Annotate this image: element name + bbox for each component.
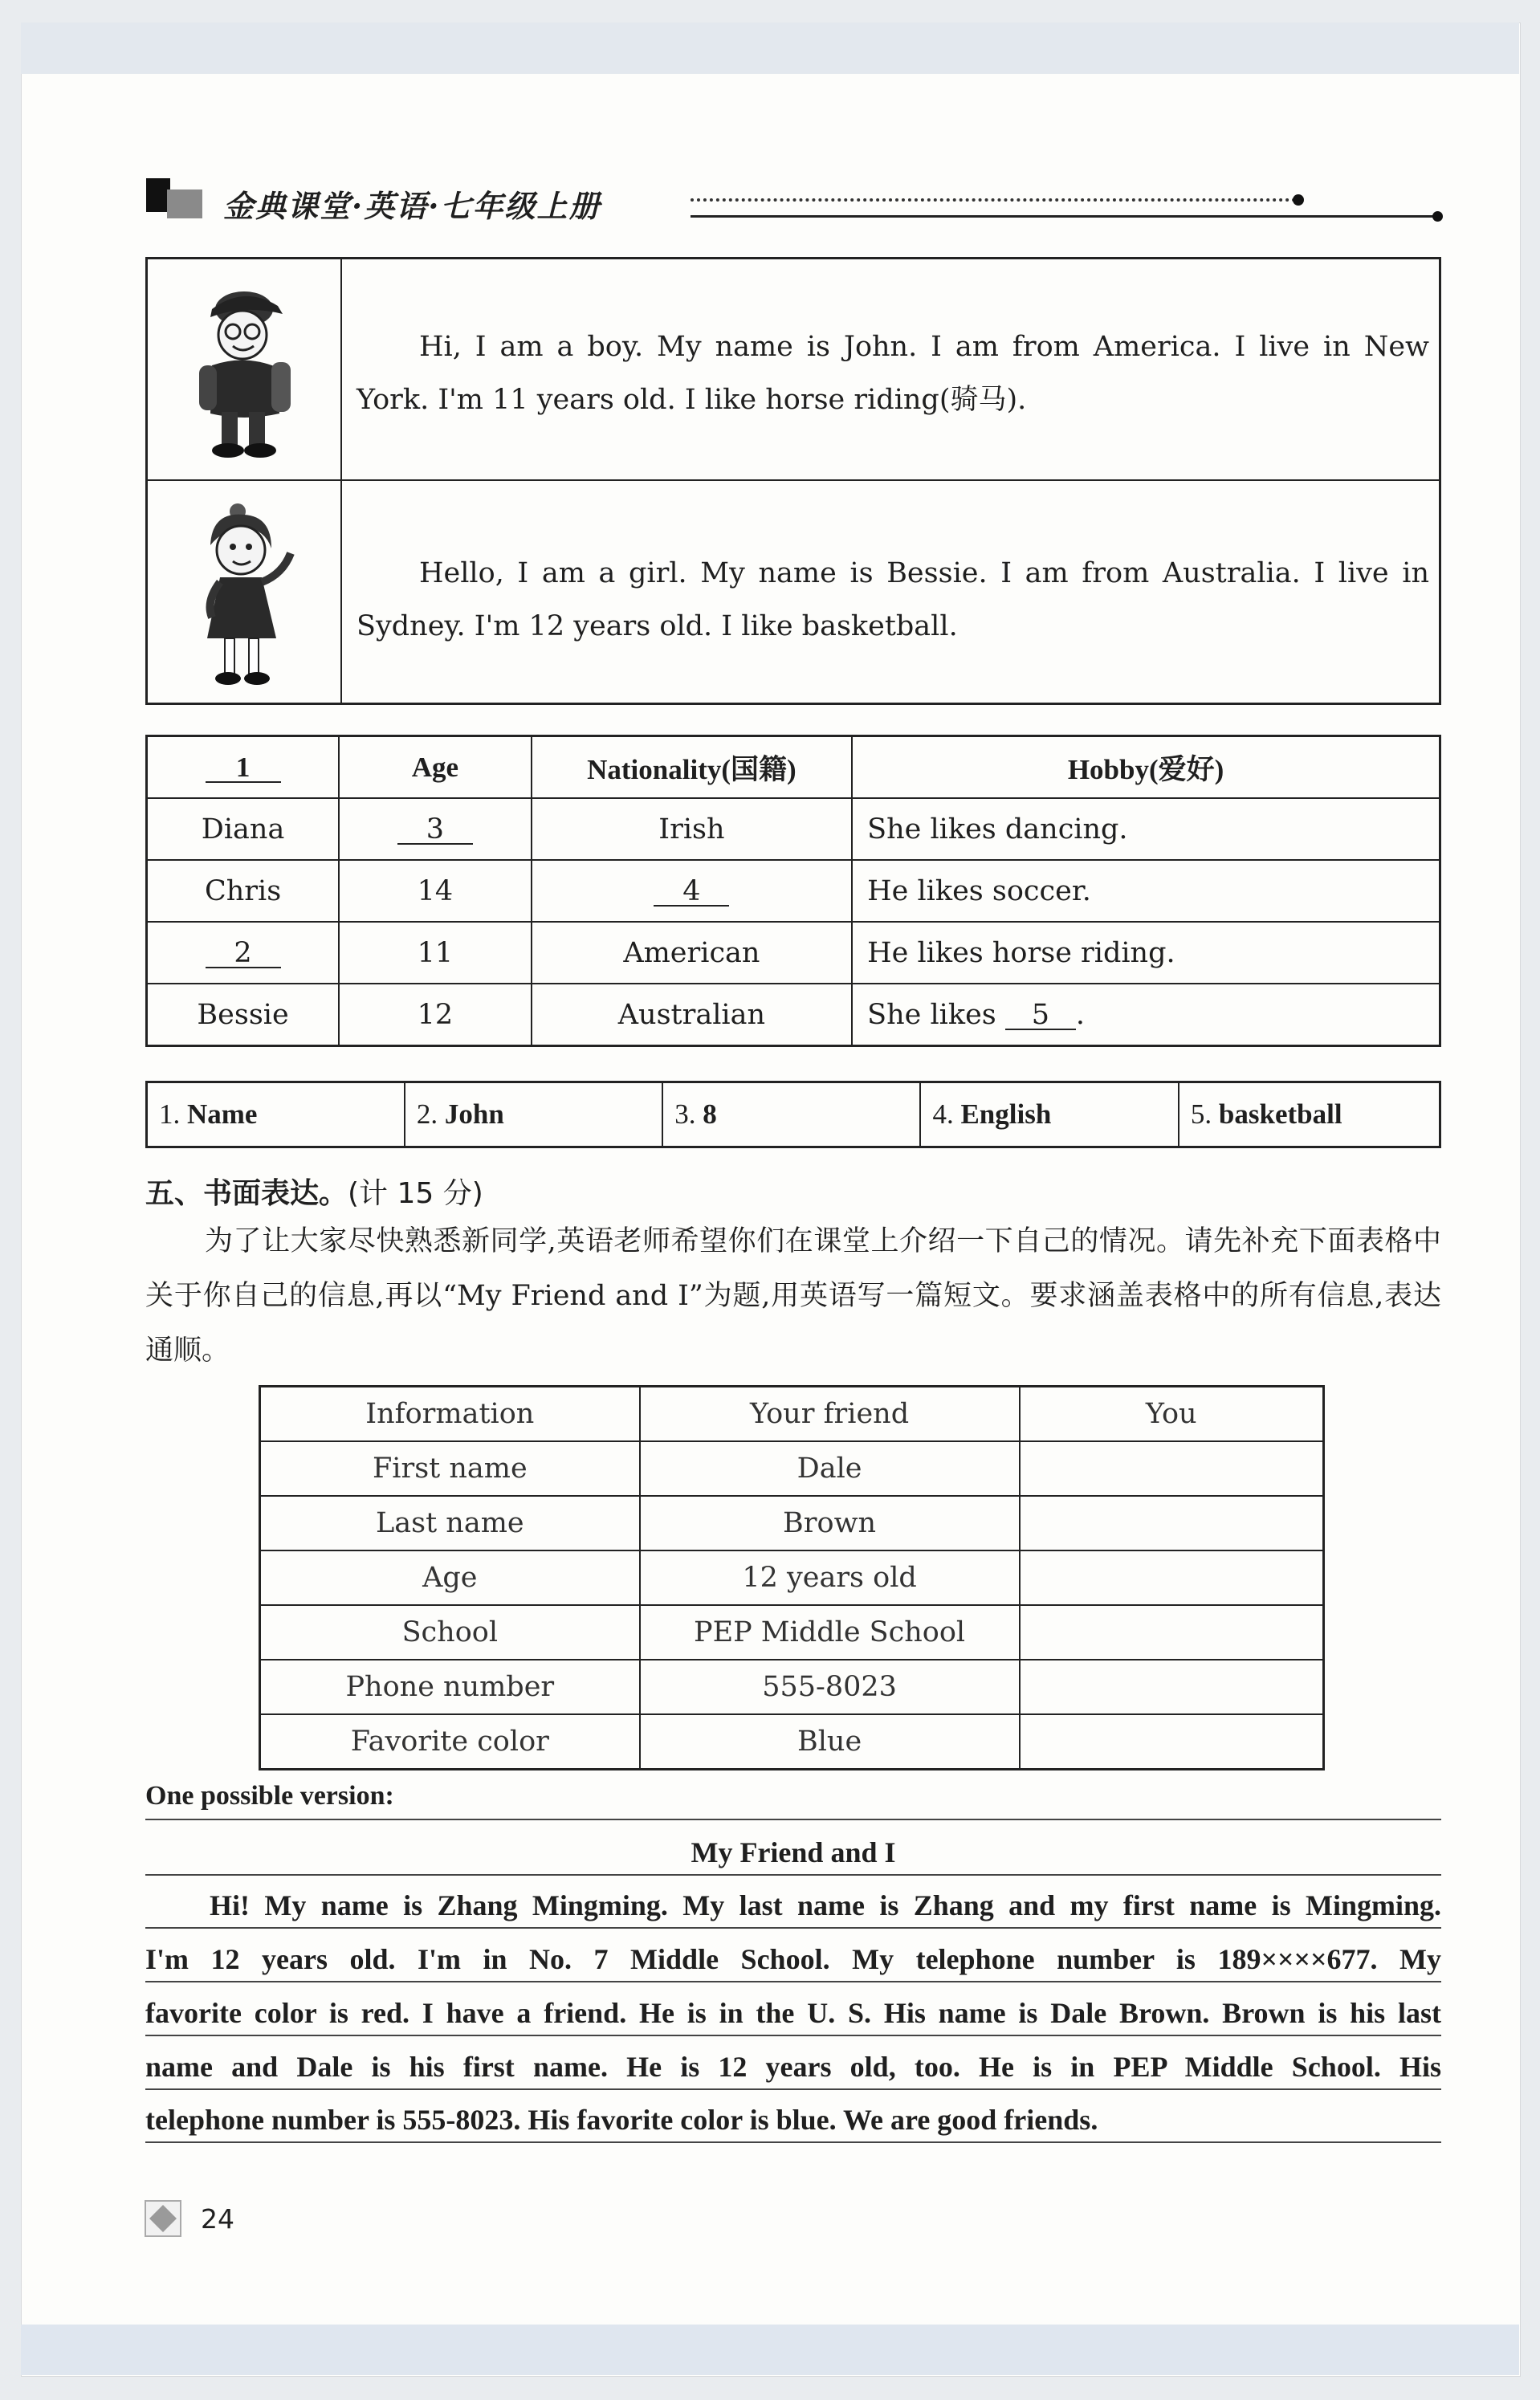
blank-3: 3 [397,816,473,845]
table-cell [147,736,340,799]
hobby-prefix: She likes [867,998,996,1031]
table-cell [852,984,1440,1046]
table-cell: Dale [640,1441,1020,1496]
table-cell: Last name [260,1496,640,1550]
table-cell: 555-8023 [640,1660,1020,1714]
table-cell: Phone number [260,1660,640,1714]
table-cell: PEP Middle School [640,1605,1020,1660]
section-points: (计 15 分) [348,1177,483,1210]
table-header-cell: Information [260,1387,640,1442]
rule [145,1874,1441,1876]
table-row [147,984,1440,1046]
table-cell: Favorite color [260,1714,640,1770]
table-cell: Diana [147,798,340,860]
blank-5: 5 [1005,1001,1076,1030]
you-cell [1020,1605,1324,1660]
rule [145,1819,1441,1820]
profile-text-bessie: Hello, I am a girl. My name is Bessie. I am from Australia. I live in Sydney. I'm 12 years old. I like basketball. [356,557,1429,642]
you-cell [1020,1660,1324,1714]
essay-line: Hi! My name is Zhang Mingming. My last name is Zhang and my first name is Mingming. [210,1889,1441,1921]
table-cell: Blue [640,1714,1020,1770]
blank-4: 4 [654,878,729,907]
you-cell [1020,1496,1324,1550]
table-row [260,1660,1324,1714]
table-cell: Brown [640,1496,1020,1550]
essay-line: telephone number is 555-8023. His favorite color is blue. We are good friends. [145,2104,1098,2136]
info-table [145,735,1441,1047]
girl-figure-icon [188,497,300,690]
hobby-suffix: . [1075,998,1086,1031]
header-mark-shade [167,189,202,218]
profile-row-bessie [148,479,1439,703]
essay-line: favorite color is red. I have a friend. He is in the U. S. His name is Dale Brown. Brown is his last [145,1997,1441,2029]
page-number-diamond-icon [145,2200,181,2237]
answer-cell: 4. English [920,1082,1178,1147]
fill-table [259,1385,1325,1770]
table-header-cell: You [1020,1387,1324,1442]
essay-title: My Friend and I [691,1836,896,1868]
answer-key [145,1081,1441,1148]
scan-bottom-edge [21,2325,1519,2375]
table-header-cell: Nationality(国籍) [532,736,852,799]
rule [145,1981,1441,1982]
you-cell [1020,1441,1324,1496]
header-dotted-rule [691,198,1296,202]
table-cell: He likes soccer. [852,860,1440,922]
sample-heading: One possible version: [145,1781,394,1811]
table-header-cell: Hobby(爱好) [852,736,1440,799]
table-cell [147,922,340,984]
table-cell: Irish [532,798,852,860]
answer-cell: 2. John [405,1082,662,1147]
boy-figure-icon [188,277,300,462]
table-row [147,798,1440,860]
rule [145,1927,1441,1929]
table-cell: 14 [339,860,532,922]
answer-cell: 3. 8 [662,1082,920,1147]
answer-row [147,1082,1440,1147]
profile-box [145,257,1441,705]
table-cell: 11 [339,922,532,984]
table-cell: She likes dancing. [852,798,1440,860]
header-dot [1293,194,1304,206]
fill-table-header [260,1387,1324,1442]
essay-line: name and Dale is his first name. He is 12 years old, too. He is in PEP Middle School. His [145,2051,1441,2083]
table-row [260,1441,1324,1496]
rule [145,2035,1441,2036]
essay-line: I'm 12 years old. I'm in No. 7 Middle School. My telephone number is 189××××677. My [145,1943,1441,1975]
table-cell: 12 [339,984,532,1046]
profile-text-john: Hi, I am a boy. My name is John. I am from America. I live in New York. I'm 11 years old. I like horse riding(骑马). [356,331,1429,416]
header-rule [691,215,1437,218]
table-row [260,1714,1324,1770]
section-intro: 为了让大家尽快熟悉新同学,英语老师希望你们在课堂上介绍一下自己的情况。请先补充下面表格中关于你自己的信息,再以“My Friend and I”为题,用英语写一篇短文。要求涵盖表格中的所有信息,表达通顺。 [145,1225,1441,1367]
rule [145,2088,1441,2090]
table-cell: American [532,922,852,984]
blank-2: 2 [206,939,281,968]
table-cell: School [260,1605,640,1660]
table-cell [339,798,532,860]
table-cell: Australian [532,984,852,1046]
scan-top-edge [21,22,1519,74]
profile-row-john [148,259,1439,481]
table-cell: Bessie [147,984,340,1046]
table-header-cell: Your friend [640,1387,1020,1442]
table-row [147,922,1440,984]
section-heading: 五、书面表达。(计 15 分) [145,1177,483,1210]
header-dot [1432,211,1443,222]
table-cell: Age [260,1550,640,1605]
table-row [260,1605,1324,1660]
you-cell [1020,1714,1324,1770]
table-cell: Chris [147,860,340,922]
answer-cell: 5. basketball [1179,1082,1440,1147]
table-row [260,1496,1324,1550]
table-cell [532,860,852,922]
table-cell: 12 years old [640,1550,1020,1605]
table-cell: First name [260,1441,640,1496]
info-table-header [147,736,1440,799]
blank-1: 1 [206,754,281,783]
table-row [260,1550,1324,1605]
you-cell [1020,1550,1324,1605]
table-header-cell: Age [339,736,532,799]
header-title: 金典课堂·英语·七年级上册 [223,188,601,224]
table-cell: He likes horse riding. [852,922,1440,984]
page-number: 24 [201,2203,234,2235]
answer-cell: 1. Name [147,1082,405,1147]
table-row [147,860,1440,922]
rule [145,2141,1441,2143]
